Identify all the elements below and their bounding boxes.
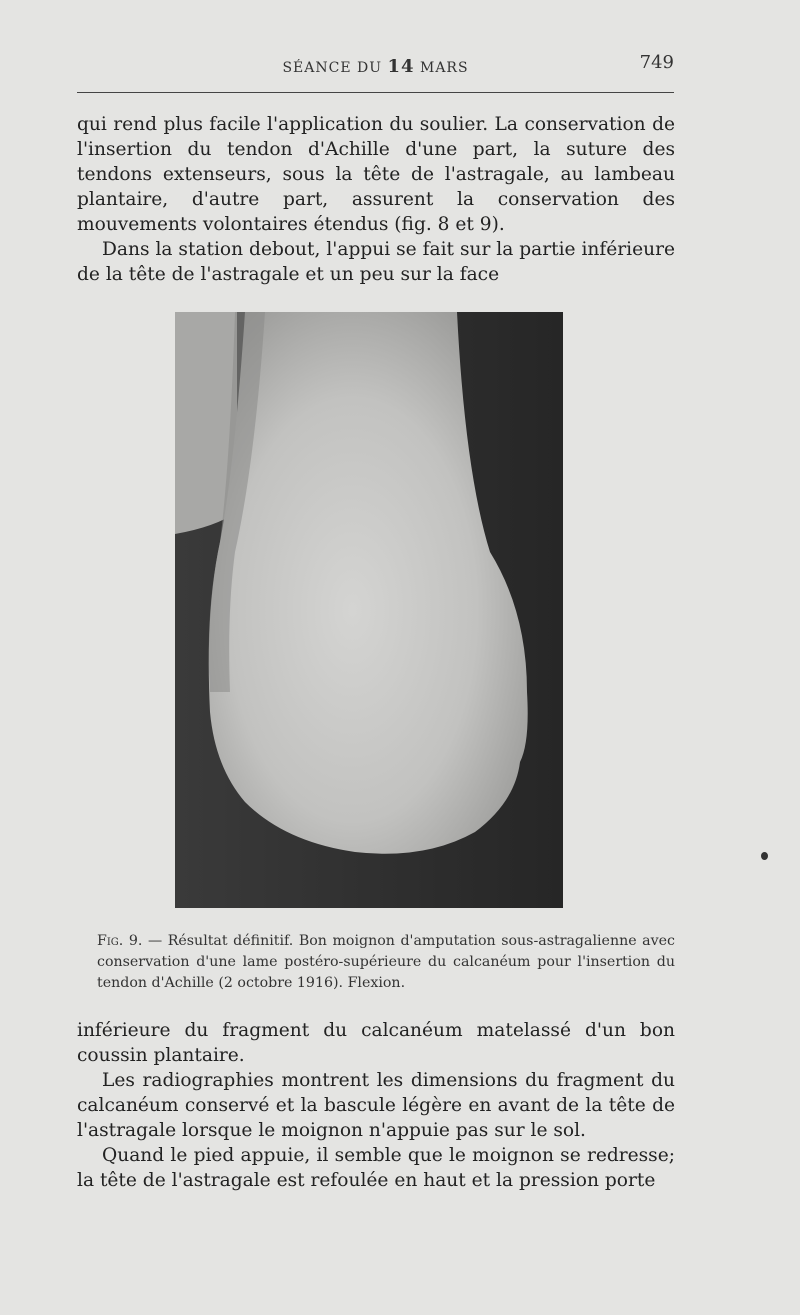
ink-spot	[761, 852, 768, 860]
running-head-day: 14	[387, 56, 415, 77]
figure-label: Fig. 9.	[97, 933, 143, 949]
figure-photograph	[175, 312, 563, 908]
paragraph: Les radiographies montrent les dimensions du fragment du calcanéum conservé et la bascule légère en avant de la tête de l'astragale lorsque le moignon n'appuie pas sur le sol.	[77, 1070, 675, 1141]
caption-text: — Résultat définitif. Bon moignon d'amputation sous-astragalienne avec conservation d'une lame postéro-supérieure du calcanéum pour l'insertion du tendon d'Achille (2 octobre 1916). Flexion.	[97, 933, 675, 991]
page-number: 749	[639, 52, 674, 73]
body-text-top	[77, 112, 675, 287]
body-text-bottom	[77, 1018, 675, 1193]
page-header	[77, 52, 674, 80]
running-head-month: MARS	[419, 60, 469, 76]
header-rule	[77, 92, 674, 93]
paragraph: Quand le pied appuie, il semble que le moignon se redresse; la tête de l'astragale est refoulée en haut et la pression porte	[77, 1145, 675, 1191]
figure-caption	[77, 931, 675, 994]
paragraph: Dans la station debout, l'appui se fait sur la partie inférieure de la tête de l'astragale et un peu sur la face	[77, 239, 675, 285]
paragraph: inférieure du fragment du calcanéum matelassé d'un bon coussin plantaire.	[77, 1020, 675, 1066]
running-head	[77, 56, 674, 77]
paragraph: qui rend plus facile l'application du soulier. La conservation de l'insertion du tendon d'Achille d'une part, la suture des tendons extenseurs, sous la tête de l'astragale, au lambeau plantaire, d'autre part, assurent la conservation des mouvements volontaires étendus (fig. 8 et 9).	[77, 114, 675, 235]
running-head-session: SÉANCE DU	[282, 60, 383, 76]
stump-photo	[175, 312, 563, 908]
